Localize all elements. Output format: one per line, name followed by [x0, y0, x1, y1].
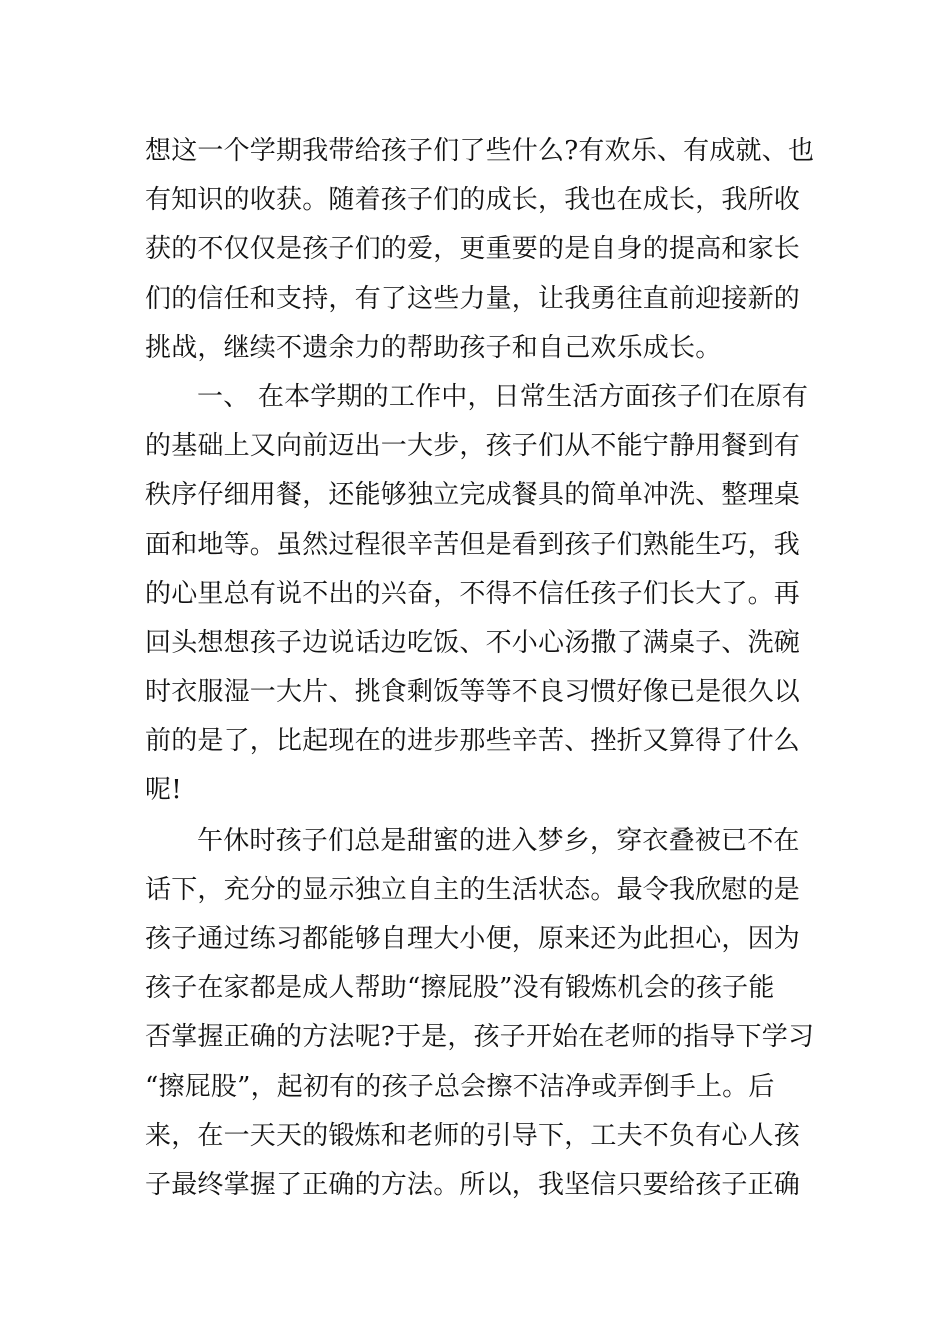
text-line: 孩子在家都是成人帮助“擦屁股”没有锻炼机会的孩子能: [145, 973, 775, 1004]
text-line: 回头想想孩子边说话边吃饭、不小心汤撒了满桌子、洗碗: [145, 627, 801, 658]
text-line: 话下，充分的显示独立自主的生活状态。最令我欣慰的是: [145, 874, 801, 905]
text-line: 呢!: [145, 775, 182, 806]
text-line: 获的不仅仅是孩子们的爱，更重要的是自身的提高和家长: [145, 234, 801, 265]
section-heading-line: 一、 在本学期的工作中，日常生活方面孩子们在原有: [197, 381, 809, 412]
text-line: 想这一个学期我带给孩子们了些什么?有欢乐、有成就、也: [145, 136, 815, 166]
text-line: 的基础上又向前迈出一大步，孩子们从不能宁静用餐到有: [145, 431, 801, 462]
text-line: 否掌握正确的方法呢?于是，孩子开始在老师的指导下学习: [145, 1022, 815, 1053]
body-text: [145, 127, 815, 1210]
text-line: 秩序仔细用餐，还能够独立完成餐具的简单冲洗、整理桌: [145, 480, 801, 511]
text-line: 前的是了，比起现在的进步那些辛苦、挫折又算得了什么: [145, 726, 801, 757]
text-line: 们的信任和支持，有了这些力量，让我勇往直前迎接新的: [145, 283, 801, 314]
text-line: 挑战，继续不遗余力的帮助孩子和自己欢乐成长。: [145, 332, 722, 363]
text-line: 孩子通过练习都能够自理大小便，原来还为此担心，因为: [145, 924, 801, 954]
text-line: “擦屁股”，起初有的孩子总会擦不洁净或弄倒手上。后: [145, 1071, 775, 1102]
text-line: 来，在一天天的锻炼和老师的引导下，工夫不负有心人孩: [145, 1120, 801, 1151]
text-line: 的心里总有说不出的兴奋，不得不信任孩子们长大了。再: [145, 578, 801, 609]
paragraph-start-line: 午休时孩子们总是甜蜜的进入梦乡，穿衣叠被已不在: [197, 825, 800, 856]
text-line: 面和地等。虽然过程很辛苦但是看到孩子们熟能生巧，我: [145, 529, 801, 560]
text-line: 时衣服湿一大片、挑食剩饭等等不良习惯好像已是很久以: [145, 677, 801, 708]
text-line: 有知识的收获。随着孩子们的成长，我也在成长，我所收: [145, 185, 801, 216]
text-line: 子最终掌握了正确的方法。所以，我坚信只要给孩子正确: [145, 1169, 801, 1200]
